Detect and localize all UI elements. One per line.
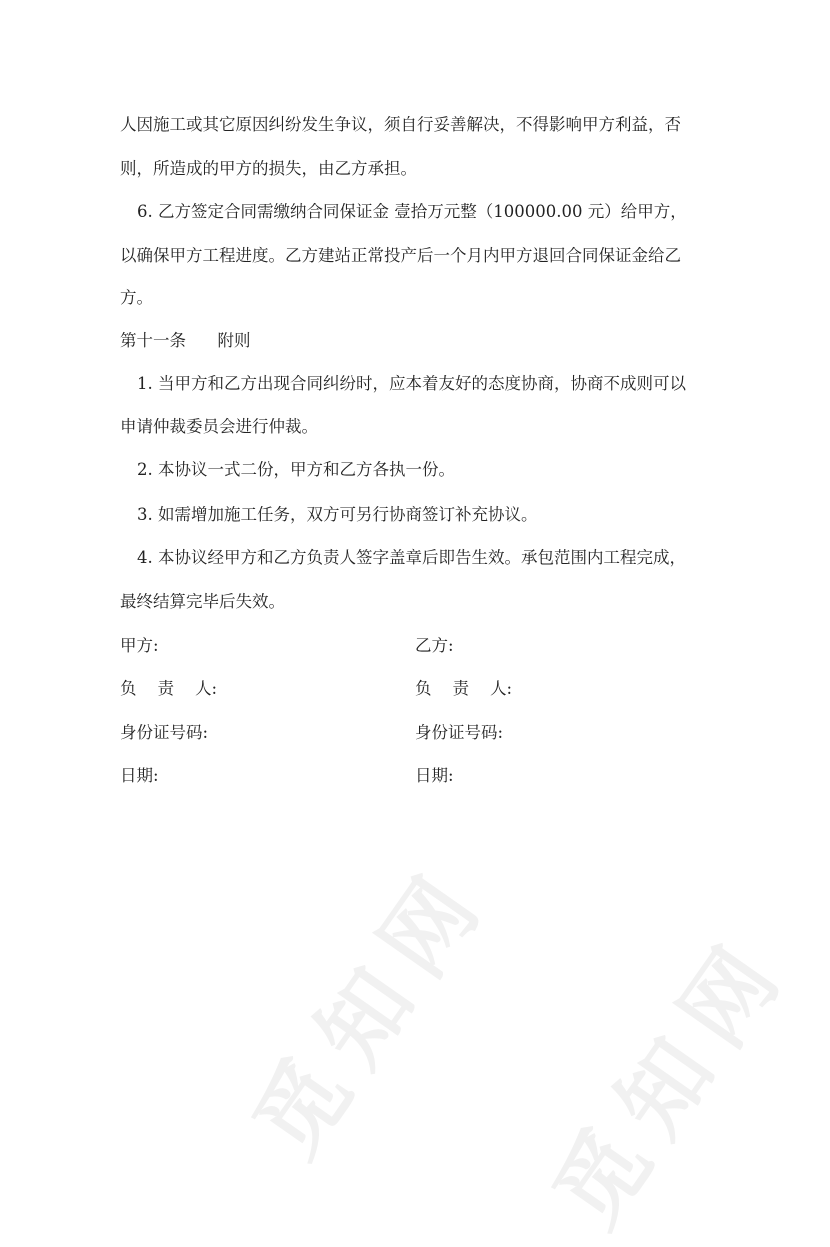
party-b-id-label: 身份证号码: — [415, 723, 504, 742]
paragraph-line: 以确保甲方工程进度。乙方建站正常投产后一个月内甲方退回合同保证金给乙 — [120, 246, 681, 265]
party-a-person-label: 负 责 人: — [120, 679, 218, 698]
party-b-date-label: 日期: — [415, 766, 454, 785]
party-a-id-label: 身份证号码: — [120, 723, 209, 742]
party-a-date-label: 日期: — [120, 766, 159, 785]
clause-2: 2. 本协议一式二份，甲方和乙方各执一份。 — [137, 460, 455, 479]
party-b-person-label: 负 责 人: — [415, 679, 513, 698]
paragraph-line: 则，所造成的甲方的损失，由乙方承担。 — [120, 159, 417, 178]
party-a-label: 甲方: — [120, 636, 159, 655]
watermark: 觅知网 — [234, 844, 510, 1176]
paragraph-line: 最终结算完毕后失效。 — [120, 592, 285, 611]
clause-1: 1. 当甲方和乙方出现合同纠纷时，应本着友好的态度协商，协商不成则可以 — [137, 374, 686, 393]
paragraph-line: 方。 — [120, 288, 153, 307]
paragraph-line: 申请仲裁委员会进行仲裁。 — [120, 417, 318, 436]
article-title: 第十一条 附则 — [120, 331, 251, 350]
clause-3: 3. 如需增加施工任务，双方可另行协商签订补充协议。 — [137, 505, 538, 524]
clause-4: 4. 本协议经甲方和乙方负责人签字盖章后即告生效。承包范围内工程完成， — [137, 548, 686, 567]
paragraph-line: 人因施工或其它原因纠纷发生争议，须自行妥善解决，不得影响甲方利益，否 — [120, 115, 681, 134]
party-b-label: 乙方: — [415, 636, 454, 655]
clause-6: 6. 乙方签定合同需缴纳合同保证金 壹拾万元整（100000.00 元）给甲方， — [137, 202, 687, 221]
watermark: 觅知网 — [534, 914, 810, 1246]
